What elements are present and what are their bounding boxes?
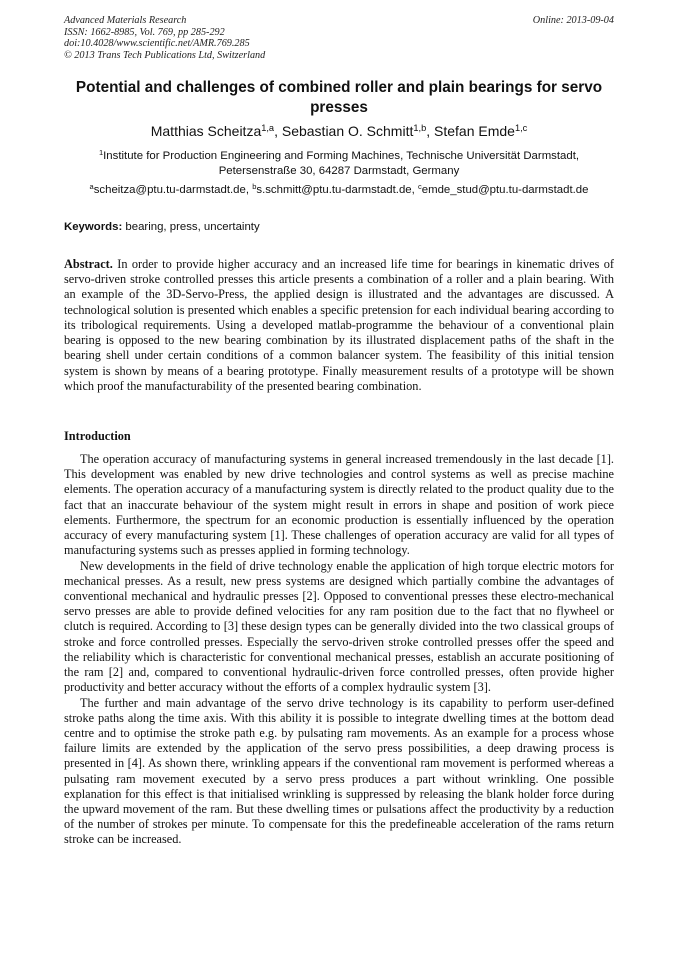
issn-line: ISSN: 1662-8985, Vol. 769, pp 285-292: [64, 26, 225, 38]
email-sup: a: [89, 181, 94, 191]
author-name: Matthias Scheitza: [150, 123, 262, 139]
copyright-line: © 2013 Trans Tech Publications Ltd, Switzerland: [64, 49, 266, 61]
online-date-text: Online: 2013-09-04: [532, 15, 614, 26]
author-name: Sebastian O. Schmitt: [281, 123, 414, 139]
email-sup: c: [417, 181, 422, 191]
abstract-text: In order to provide higher accuracy and an increased life time for bearings in kinematic drives of servo-driven stroke controlled presses this article presents a combination of a roller and a plain bearing. With an example of the 3D-Servo-Press, the applied design is illustrated and the advantages are discussed. A technological solution is presented which enables a specific pretension for each individual bearing according to its tribological requirements. Using a developed matlab-programme the behaviour of a conventional plain bearing is opposed to the new bearing combination by its illustrated displacement paths of the shaft in the bearing shell under certain conditions of a common balancer system. The feasibility of this initial tension system is shown by means of a bearing prototype. Finally measurement results of a prototype will be shown which proof the manufacturability of the presented bearing combination.: [64, 257, 614, 393]
email-address[interactable]: s.schmitt@ptu.tu-darmstadt.de,: [256, 184, 415, 196]
keywords-text: bearing, press, uncertainty: [125, 221, 260, 233]
author-sup: 1,a: [261, 122, 275, 133]
affiliation: [60, 149, 618, 179]
author-name: Stefan Emde: [434, 123, 515, 139]
introduction-body: [64, 452, 614, 848]
author-list: Matthias Scheitza$^{1,a}$, Sebastian O. Schmitt$^{1,b}$, Stefan Emde$^{1,c}$: [150, 122, 528, 139]
journal-name: Advanced Materials Research: [64, 15, 187, 26]
affiliation-line-1: Institute for Production Engineering and Forming Machines, Technische Universität Darmstadt,: [103, 150, 580, 162]
online-date: [533, 15, 614, 27]
email-address[interactable]: emde_stud@ptu.tu-darmstadt.de: [421, 184, 589, 196]
email-list: [60, 183, 618, 198]
abstract-label: Abstract.: [64, 257, 113, 271]
section-heading-introduction: Introduction: [64, 429, 131, 443]
affiliation-sup: 1: [98, 147, 104, 157]
keywords: [64, 220, 260, 235]
paragraph: The further and main advantage of the servo drive technology is its capability to perform user-defined stroke paths along the time axis. With this ability it is possible to integrate dwelling times at the bottom dead centre and to optimise the stroke path e.g. by pulsating ram movements. As an example for a process whose failure limits are extended by the application of the servo press possibilities, a deep drawing process is presented in [4]. As shown there, wrinkling appears if the conventional ram movement is performed whereas a pulsating ram movement executed by a servo press produces a part without wrinkling. One possible explanation for this effect is that initialised wrinkling is suppressed by releasing the blank holder force during the upward movement of the ram. But these dwelling times or pulsations affect the productivity by a reduction of the number of strokes per minute. To compensate for this the predefineable acceleration of the rams return stroke can be increased.: [64, 695, 614, 847]
paragraph: New developments in the field of drive technology enable the application of high torque electric motors for mechanical presses. As a result, new press systems are designed which partially combine the advantages of conventional mechanical and hydraulic presses [2]. Opposed to conventional presses these electro-mechanical servo presses are able to provide defined velocities for any ram position due to the fact that no flywheel or clutch is required. According to [3] these design types can be generally divided into the two classical groups of stroke and force controlled presses. Especially the servo-driven stroke controlled presses offer the speed and the reliability which is characteristic for conventional mechanical presses, establish an accurate positioning of the ram [2] and, compared to conventional hydraulic-driven force controlled presses, often provide higher productivity and better accuracy without the efforts of a complex hydraulic system [3].: [64, 558, 614, 695]
author-sup: 1,b: [413, 122, 427, 133]
email-address[interactable]: scheitza@ptu.tu-darmstadt.de,: [93, 184, 250, 196]
email-sup: b: [252, 181, 257, 191]
keywords-label: Keywords:: [64, 221, 123, 233]
journal-header: [64, 15, 265, 61]
abstract: [64, 257, 614, 394]
paragraph: The operation accuracy of manufacturing systems in general increased tremendously in the last decade [1]. This development was enabled by new drive technologies and control systems as well as precise machine elements. The operation accuracy of a manufacturing system is directly related to the product quality due to the fact that an inaccurate behaviour of the system might result in errors in shape and position of work piece elements. Furthermore, the spectrum for an economic production is essentially influenced by the operation accuracy of every manufacturing system [1]. These challenges of operation accuracy are valid for all types of manufacturing systems such as presses applied in forming technology.: [64, 452, 614, 558]
doi-line: doi:10.4028/www.scientific.net/AMR.769.285: [64, 38, 250, 50]
author-sup: 1,c: [514, 122, 528, 133]
paper-title: Potential and challenges of combined roller and plain bearings for servo presses: [75, 79, 603, 116]
affiliation-line-2: Petersenstraße 30, 64287 Darmstadt, Germany: [218, 165, 460, 177]
